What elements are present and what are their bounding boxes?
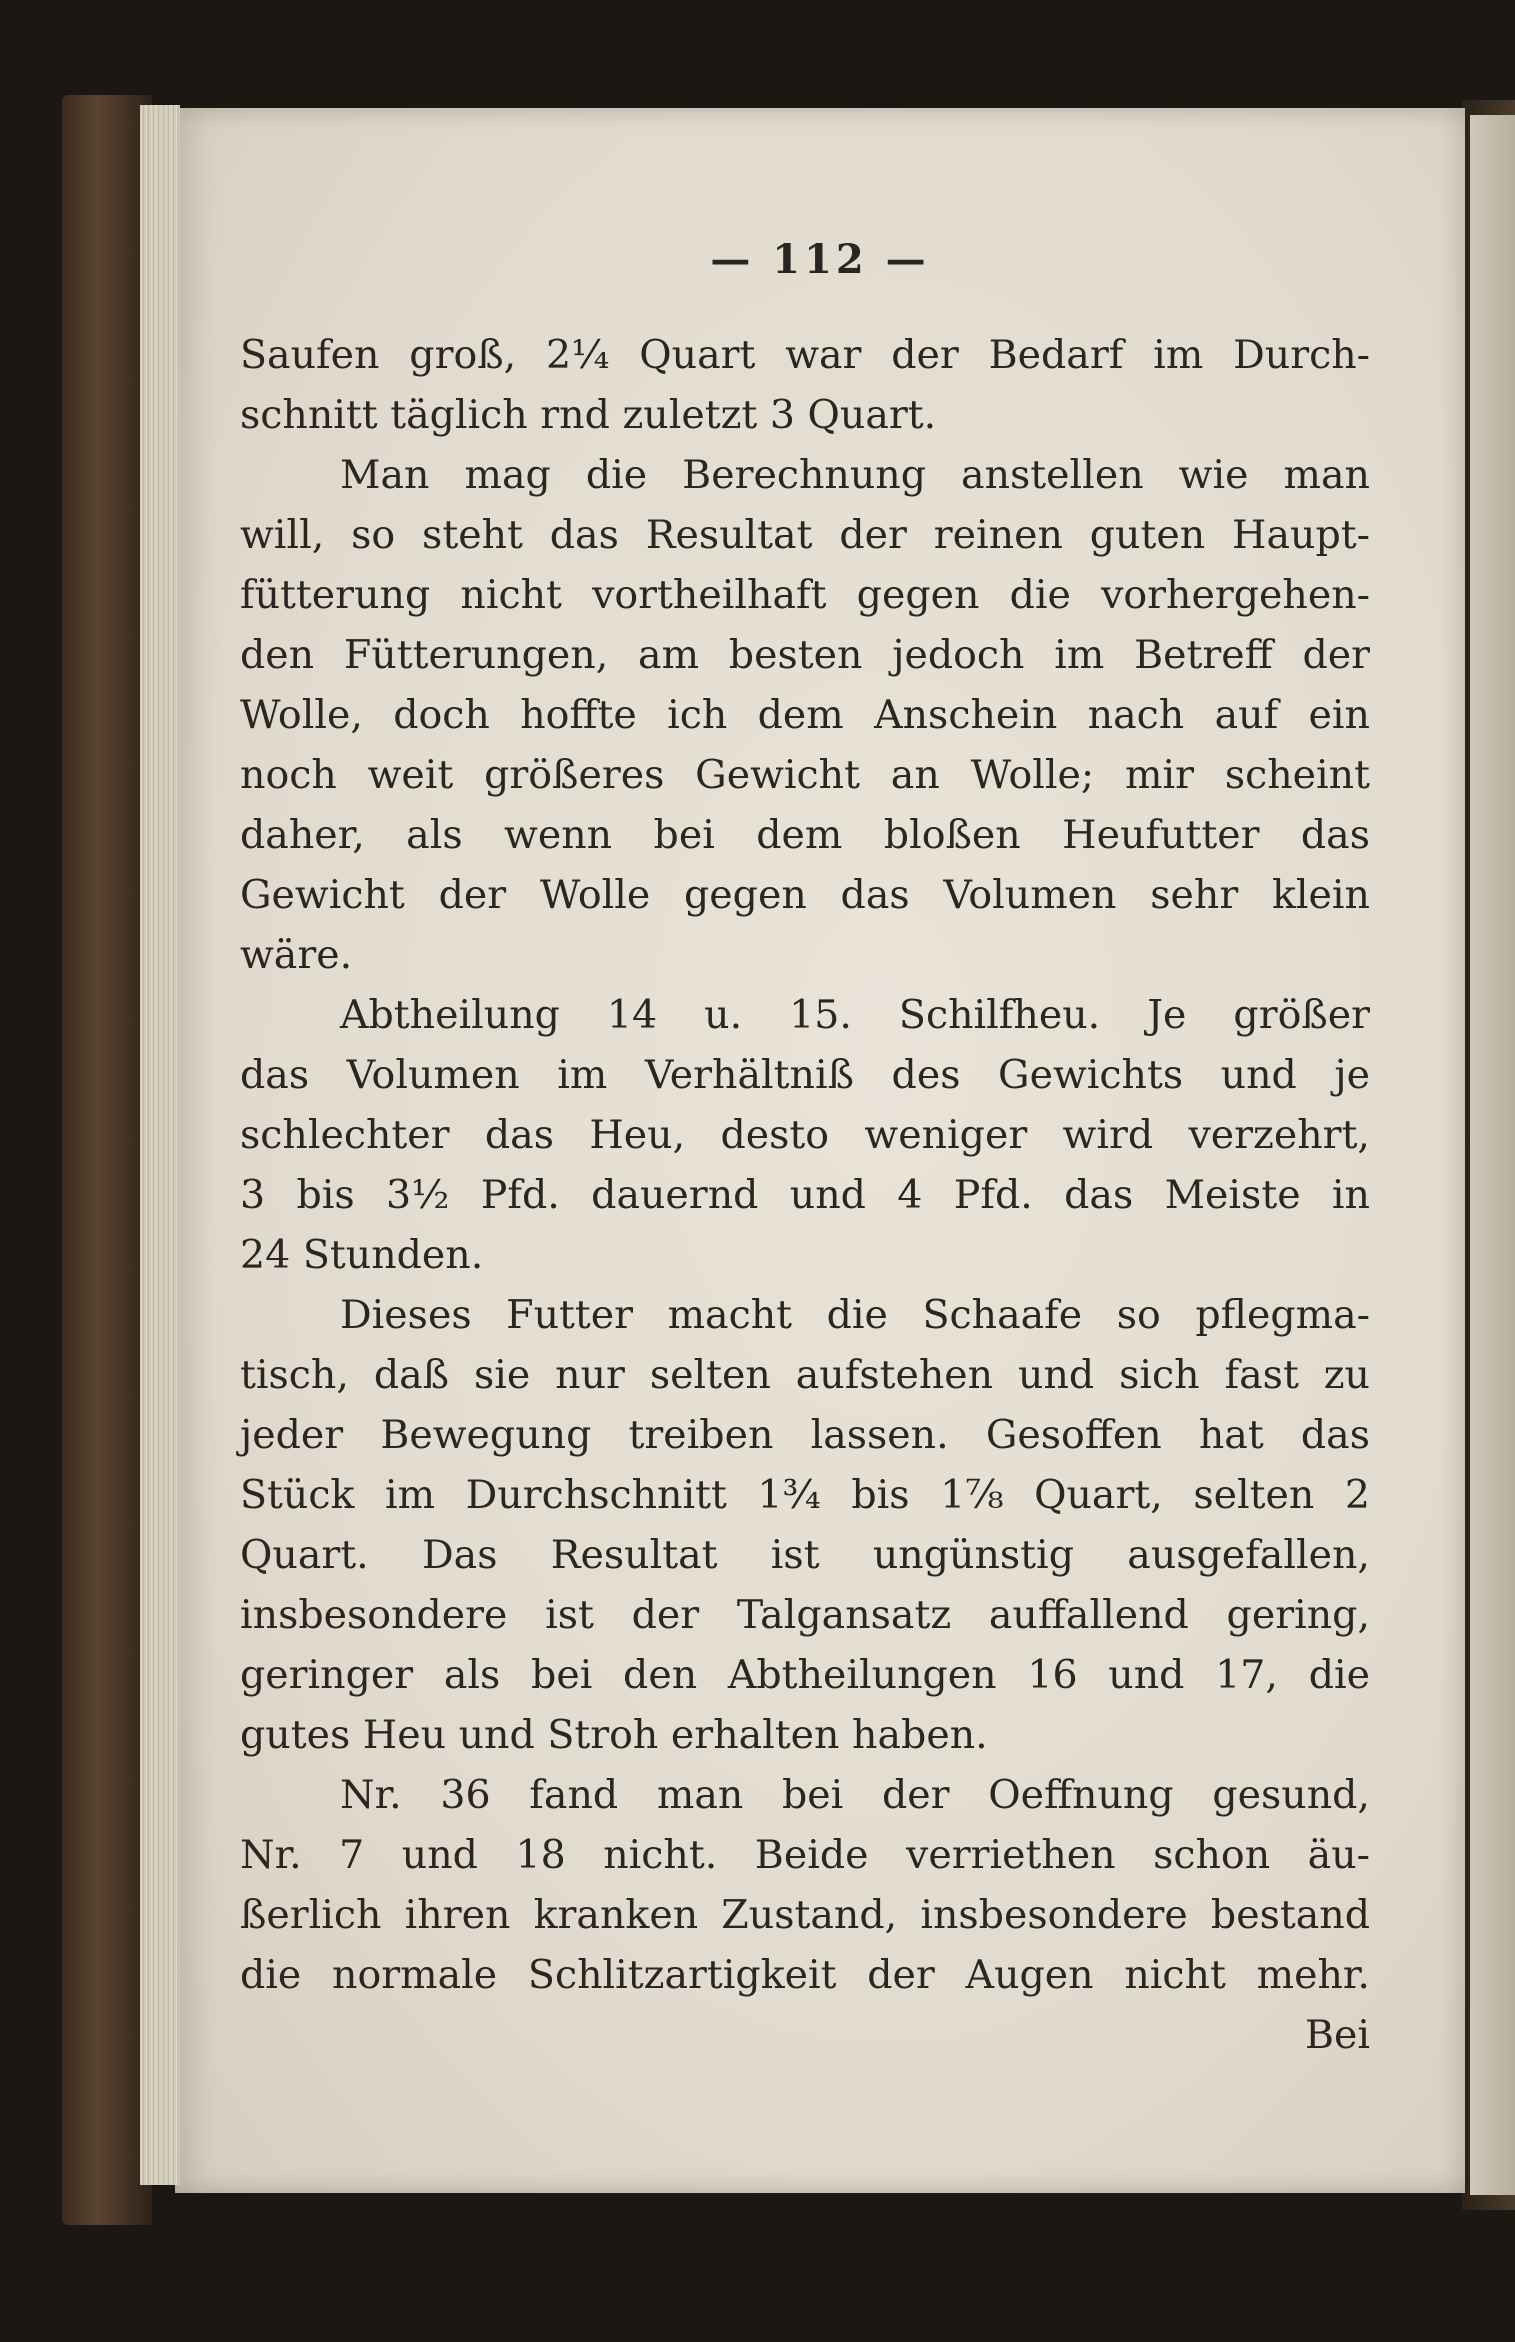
text-line: will, so steht das Resultat der reinen guten Haupt- — [240, 512, 1370, 558]
book-cover-left — [62, 95, 152, 2225]
text-line: ßerlich ihren kranken Zustand, insbesondere bestand — [240, 1892, 1370, 1938]
text-line: Gewicht der Wolle gegen das Volumen sehr klein — [240, 872, 1370, 918]
text-line: schlechter das Heu, desto weniger wird verzehrt, — [240, 1112, 1370, 1158]
text-line: Quart. Das Resultat ist ungünstig ausgefallen, — [240, 1532, 1370, 1578]
text-line: jeder Bewegung treiben lassen. Gesoffen hat das — [240, 1412, 1370, 1458]
text-line: Stück im Durchschnitt 1¾ bis 1⅞ Quart, selten 2 — [240, 1472, 1370, 1518]
text-line: Nr. 7 und 18 nicht. Beide verriethen schon äu- — [240, 1832, 1370, 1878]
text-line: Dieses Futter macht die Schaafe so pflegma- — [340, 1292, 1370, 1338]
next-page-edge — [1470, 115, 1515, 2195]
text-line: fütterung nicht vortheilhaft gegen die vorhergehen- — [240, 572, 1370, 618]
text-line: tisch, daß sie nur selten aufstehen und sich fast zu — [240, 1352, 1370, 1398]
text-line: insbesondere ist der Talgansatz auffallend gering, — [240, 1592, 1370, 1638]
text-line: daher, als wenn bei dem bloßen Heufutter das — [240, 812, 1370, 858]
text-line: das Volumen im Verhältniß des Gewichts und je — [240, 1052, 1370, 1098]
text-line: gutes Heu und Stroh erhalten haben. — [240, 1712, 988, 1758]
text-line: Bei — [1304, 2012, 1370, 2058]
page-edges — [140, 105, 180, 2185]
text-line: noch weit größeres Gewicht an Wolle; mir scheint — [240, 752, 1370, 798]
text-line: 3 bis 3½ Pfd. dauernd und 4 Pfd. das Meiste in — [240, 1172, 1370, 1218]
text-line: 24 Stunden. — [240, 1232, 484, 1278]
text-line: Nr. 36 fand man bei der Oeffnung gesund, — [340, 1772, 1370, 1818]
text-line: den Fütterungen, am besten jedoch im Betreff der — [240, 632, 1370, 678]
text-line: wäre. — [240, 932, 353, 978]
text-line: schnitt täglich rnd zuletzt 3 Quart. — [240, 392, 937, 438]
text-line: geringer als bei den Abtheilungen 16 und 17, die — [240, 1652, 1370, 1698]
page-header: — 112 — — [710, 236, 930, 283]
text-line: Wolle, doch hoffte ich dem Anschein nach auf ein — [240, 692, 1370, 738]
text-line: Saufen groß, 2¼ Quart war der Bedarf im Durch- — [240, 332, 1370, 378]
text-line: die normale Schlitzartigkeit der Augen nicht mehr. — [240, 1952, 1370, 1998]
text-line: Man mag die Berechnung anstellen wie man — [340, 452, 1370, 498]
body-text — [240, 325, 1370, 2065]
text-line: Abtheilung 14 u. 15. Schilfheu. Je größer — [340, 992, 1370, 1038]
